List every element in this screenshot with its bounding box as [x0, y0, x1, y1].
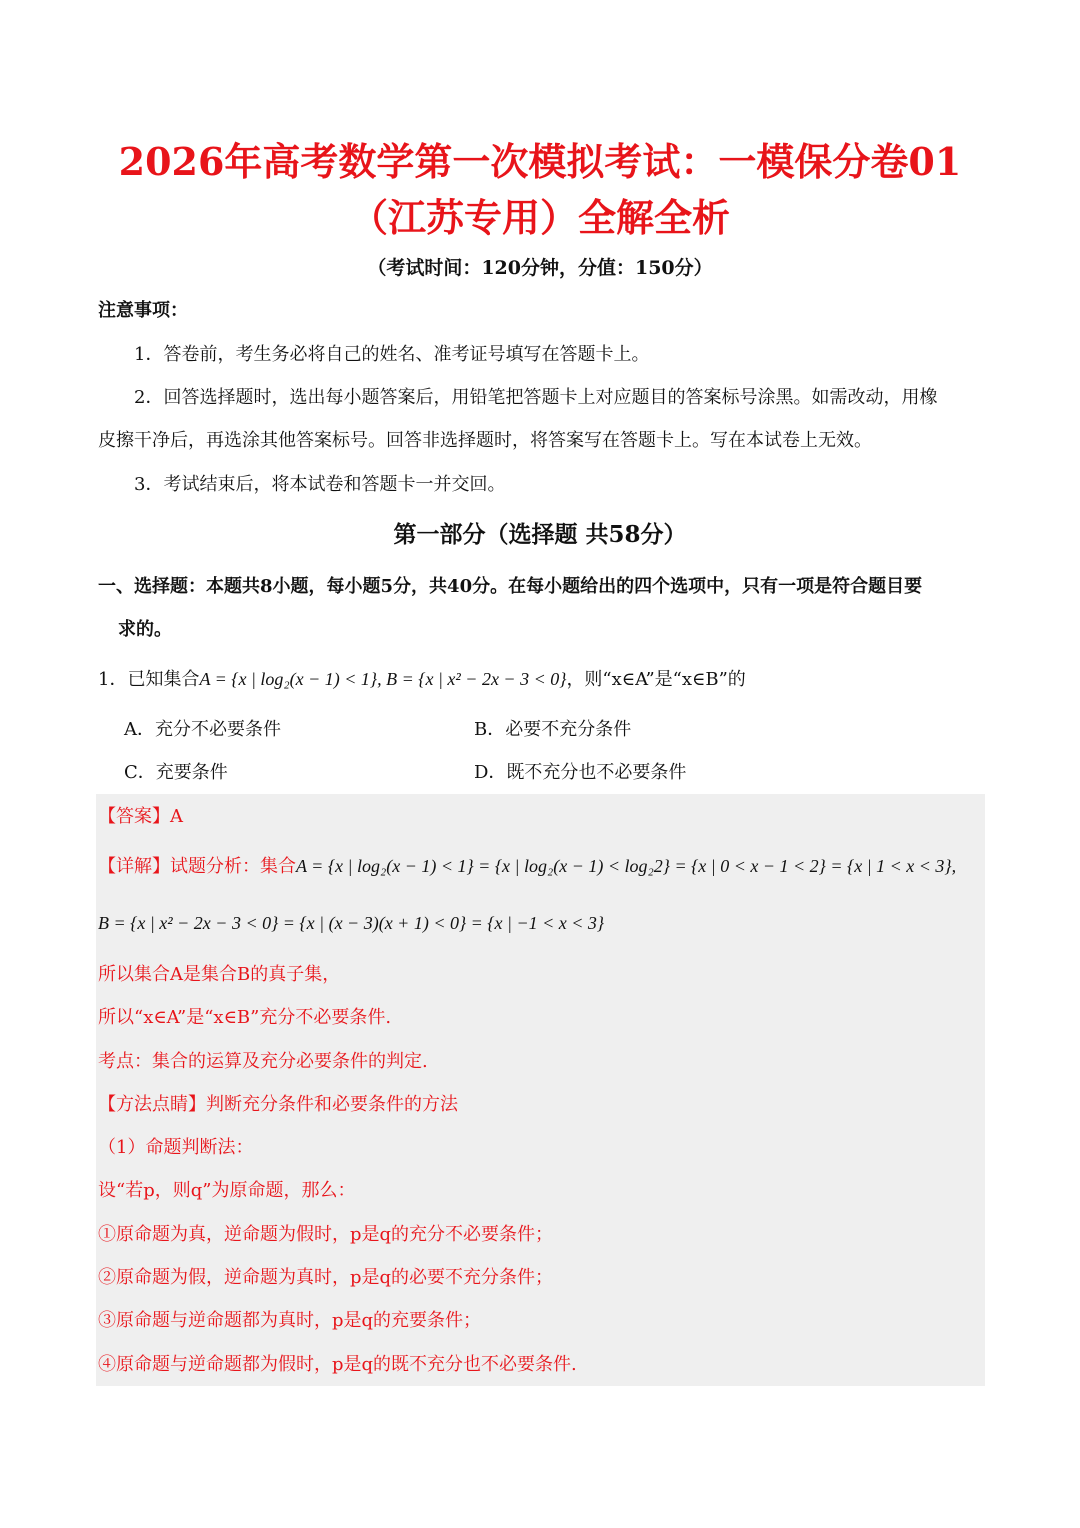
conclusion-2: 所以“x∈A”是“x∈B”充分不必要条件.	[98, 1007, 392, 1028]
method-rule-1: ①原命题为真，逆命题为假时，p是q的充分不必要条件；	[98, 1224, 554, 1245]
notes-heading: 注意事项：	[98, 300, 188, 321]
method-intro: 设“若p，则q”为原命题，那么：	[98, 1180, 356, 1201]
option-b: B．必要不充分条件	[474, 719, 632, 740]
part1-heading: 第一部分（选择题 共58分）	[393, 521, 687, 548]
question-1-math: A = {x | log₂(x − 1) < 1}, B = {x | x² − 2x − 3 < 0}	[199, 669, 567, 689]
method-rule-4: ④原命题与逆命题都为假时，p是q的既不充分也不必要条件.	[98, 1354, 577, 1375]
document-title-line2: （江苏专用）全解全析	[349, 195, 730, 240]
option-d: D．既不充分也不必要条件	[474, 762, 687, 783]
detail-math-2: B = {x | x² − 2x − 3 < 0} = {x | (x − 3)(x + 1) < 0} = {x | −1 < x < 3}	[98, 913, 605, 933]
solution-box	[96, 794, 985, 1386]
part1-instruction-line1: 一、选择题：本题共8小题，每小题5分，共40分。在每小题给出的四个选项中，只有一项是符合题目要	[98, 576, 923, 597]
option-c: C．充要条件	[124, 762, 228, 783]
part1-instruction-line2: 求的。	[118, 619, 172, 640]
answer-label: 【答案】A	[98, 806, 183, 827]
question-1-stem	[98, 666, 746, 693]
note-item-3: 3．考试结束后，将本试卷和答题卡一并交回。	[134, 474, 506, 495]
note-item-2-line1: 2．回答选择题时，选出每小题答案后，用铅笔把答题卡上对应题目的答案标号涂黑。如需改动，用橡	[134, 387, 938, 408]
method-rule-2: ②原命题为假，逆命题为真时，p是q的必要不充分条件；	[98, 1267, 554, 1288]
method-heading: 【方法点睛】判断充分条件和必要条件的方法	[98, 1094, 458, 1115]
note-item-1: 1．答卷前，考生务必将自己的姓名、准考证号填写在答题卡上。	[134, 344, 650, 365]
exam-info: （考试时间：120分钟，分值：150分）	[367, 257, 713, 279]
conclusion-1: 所以集合A是集合B的真子集，	[98, 964, 341, 985]
method-rule-3: ③原命题与逆命题都为真时，p是q的充要条件；	[98, 1310, 482, 1331]
question-1-prefix: 1．已知集合	[98, 669, 200, 690]
method-subheading: （1）命题判断法：	[98, 1137, 254, 1158]
detail-line-1	[98, 853, 956, 880]
detail-label: 【详解】试题分析：集合	[98, 856, 296, 877]
kaodian: 考点：集合的运算及充分必要条件的判定.	[98, 1051, 428, 1072]
document-title-line1: 2026年高考数学第一次模拟考试：一模保分卷01	[118, 139, 962, 184]
detail-math-1: A = {x | log₂(x − 1) < 1} = {x | log₂(x − 1) < log₂2} = {x | 0 < x − 1 < 2} = {x | 1 < x < 3},	[296, 856, 957, 876]
question-1-suffix: ，则“x∈A”是“x∈B”的	[566, 669, 746, 690]
note-item-2-line2: 皮擦干净后，再选涂其他答案标号。回答非选择题时，将答案写在答题卡上。写在本试卷上无效。	[98, 430, 872, 451]
option-a: A．充分不必要条件	[124, 719, 281, 740]
